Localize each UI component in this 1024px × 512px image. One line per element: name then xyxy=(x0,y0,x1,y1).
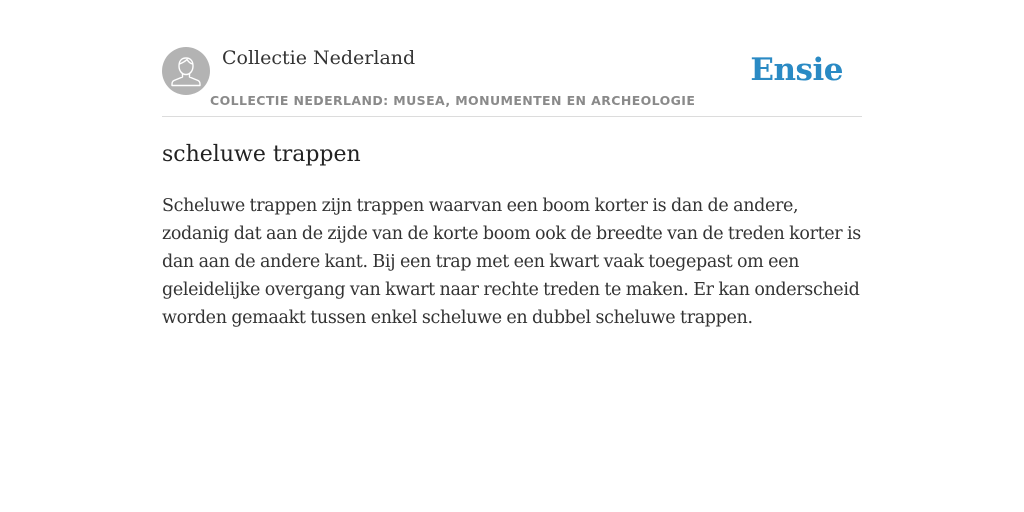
entry-title: scheluwe trappen xyxy=(162,142,361,167)
source-name[interactable]: Collectie Nederland xyxy=(222,47,416,69)
source-subtitle[interactable]: COLLECTIE NEDERLAND: MUSEA, MONUMENTEN EN ARCHEOLOGIE xyxy=(210,93,696,108)
user-icon xyxy=(162,47,210,95)
avatar[interactable] xyxy=(162,47,210,95)
ensie-logo[interactable]: Ensie xyxy=(750,52,843,88)
entry-header xyxy=(162,46,862,117)
entry-body: Scheluwe trappen zijn trappen waarvan een boom korter is dan de andere, zodanig dat aan de zijde van de korte boom ook de breedte van de treden korter is dan aan de andere kant. Bij een trap met een kwart vaak toegepast om een geleidelijke overgang van kwart naar rechte treden te maken. Er kan onderscheid worden gemaakt tussen enkel scheluwe en dubbel scheluwe trappen. xyxy=(162,196,861,328)
